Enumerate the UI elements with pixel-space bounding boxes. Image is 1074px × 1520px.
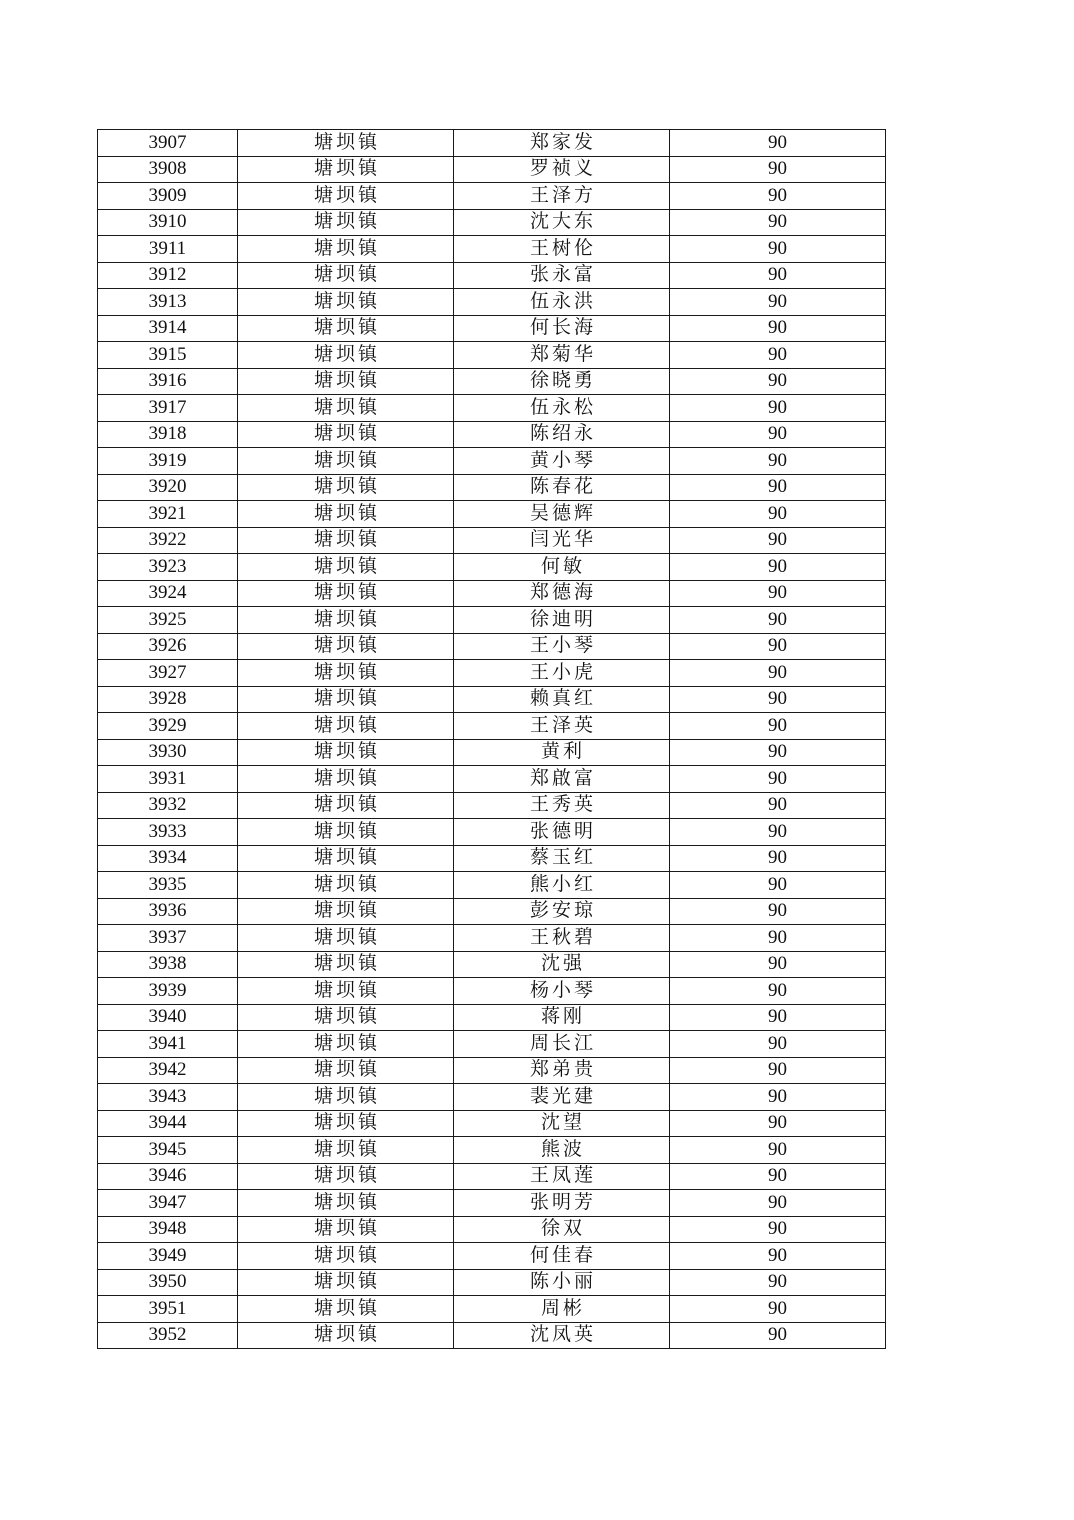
person-name-cell: 张德明 (454, 819, 670, 846)
person-name-cell: 陈春花 (454, 474, 670, 501)
row-number-cell: 3945 (98, 1137, 238, 1164)
amount-cell: 90 (670, 1190, 886, 1217)
town-cell: 塘坝镇 (238, 1269, 454, 1296)
town-cell: 塘坝镇 (238, 501, 454, 528)
town-cell: 塘坝镇 (238, 342, 454, 369)
amount-cell: 90 (670, 1163, 886, 1190)
row-number-cell: 3920 (98, 474, 238, 501)
table-row (98, 607, 886, 634)
table-row (98, 1190, 886, 1217)
table-row (98, 819, 886, 846)
person-name-cell: 裴光建 (454, 1084, 670, 1111)
row-number-cell: 3918 (98, 421, 238, 448)
row-number-cell: 3910 (98, 209, 238, 236)
table-row (98, 421, 886, 448)
amount-cell: 90 (670, 951, 886, 978)
town-cell: 塘坝镇 (238, 368, 454, 395)
town-cell: 塘坝镇 (238, 819, 454, 846)
amount-cell: 90 (670, 554, 886, 581)
row-number-cell: 3922 (98, 527, 238, 554)
row-number-cell: 3948 (98, 1216, 238, 1243)
town-cell: 塘坝镇 (238, 183, 454, 210)
amount-cell: 90 (670, 1057, 886, 1084)
row-number-cell: 3933 (98, 819, 238, 846)
town-cell: 塘坝镇 (238, 1190, 454, 1217)
person-name-cell: 赖真红 (454, 686, 670, 713)
town-cell: 塘坝镇 (238, 395, 454, 422)
table-row (98, 448, 886, 475)
person-name-cell: 王树伦 (454, 236, 670, 263)
amount-cell: 90 (670, 315, 886, 342)
table-row (98, 951, 886, 978)
row-number-cell: 3911 (98, 236, 238, 263)
row-number-cell: 3930 (98, 739, 238, 766)
amount-cell: 90 (670, 1216, 886, 1243)
table-row (98, 1057, 886, 1084)
table-row (98, 1269, 886, 1296)
amount-cell: 90 (670, 1243, 886, 1270)
amount-cell: 90 (670, 660, 886, 687)
amount-cell: 90 (670, 156, 886, 183)
town-cell: 塘坝镇 (238, 766, 454, 793)
amount-cell: 90 (670, 1110, 886, 1137)
town-cell: 塘坝镇 (238, 1084, 454, 1111)
town-cell: 塘坝镇 (238, 1057, 454, 1084)
row-number-cell: 3939 (98, 978, 238, 1005)
table-row (98, 739, 886, 766)
town-cell: 塘坝镇 (238, 872, 454, 899)
person-name-cell: 陈绍永 (454, 421, 670, 448)
row-number-cell: 3924 (98, 580, 238, 607)
table-row (98, 156, 886, 183)
town-cell: 塘坝镇 (238, 315, 454, 342)
town-cell: 塘坝镇 (238, 1296, 454, 1323)
person-name-cell: 王小琴 (454, 633, 670, 660)
town-cell: 塘坝镇 (238, 289, 454, 316)
person-name-cell: 伍永松 (454, 395, 670, 422)
person-name-cell: 熊波 (454, 1137, 670, 1164)
town-cell: 塘坝镇 (238, 421, 454, 448)
town-cell: 塘坝镇 (238, 236, 454, 263)
table-row (98, 395, 886, 422)
row-number-cell: 3944 (98, 1110, 238, 1137)
table-row (98, 898, 886, 925)
town-cell: 塘坝镇 (238, 660, 454, 687)
amount-cell: 90 (670, 236, 886, 263)
amount-cell: 90 (670, 766, 886, 793)
amount-cell: 90 (670, 289, 886, 316)
amount-cell: 90 (670, 501, 886, 528)
person-name-cell: 郑啟富 (454, 766, 670, 793)
town-cell: 塘坝镇 (238, 633, 454, 660)
row-number-cell: 3938 (98, 951, 238, 978)
table-row (98, 686, 886, 713)
person-name-cell: 徐双 (454, 1216, 670, 1243)
person-name-cell: 沈大东 (454, 209, 670, 236)
row-number-cell: 3941 (98, 1031, 238, 1058)
person-name-cell: 徐晓勇 (454, 368, 670, 395)
amount-cell: 90 (670, 342, 886, 369)
amount-cell: 90 (670, 527, 886, 554)
row-number-cell: 3921 (98, 501, 238, 528)
person-name-cell: 罗祯义 (454, 156, 670, 183)
person-name-cell: 沈强 (454, 951, 670, 978)
amount-cell: 90 (670, 872, 886, 899)
row-number-cell: 3936 (98, 898, 238, 925)
amount-cell: 90 (670, 448, 886, 475)
person-name-cell: 周长江 (454, 1031, 670, 1058)
town-cell: 塘坝镇 (238, 978, 454, 1005)
amount-cell: 90 (670, 395, 886, 422)
person-name-cell: 王泽方 (454, 183, 670, 210)
table-row (98, 262, 886, 289)
town-cell: 塘坝镇 (238, 1004, 454, 1031)
table-row (98, 342, 886, 369)
amount-cell: 90 (670, 1137, 886, 1164)
table-row (98, 1216, 886, 1243)
town-cell: 塘坝镇 (238, 580, 454, 607)
person-name-cell: 闫光华 (454, 527, 670, 554)
table-row (98, 1163, 886, 1190)
town-cell: 塘坝镇 (238, 607, 454, 634)
town-cell: 塘坝镇 (238, 686, 454, 713)
table-body (98, 130, 886, 1349)
table-row (98, 474, 886, 501)
table-row (98, 1296, 886, 1323)
table-row (98, 236, 886, 263)
person-name-cell: 蒋刚 (454, 1004, 670, 1031)
town-cell: 塘坝镇 (238, 898, 454, 925)
table-row (98, 527, 886, 554)
town-cell: 塘坝镇 (238, 1243, 454, 1270)
person-name-cell: 何长海 (454, 315, 670, 342)
person-name-cell: 杨小琴 (454, 978, 670, 1005)
amount-cell: 90 (670, 819, 886, 846)
row-number-cell: 3923 (98, 554, 238, 581)
table-row (98, 1004, 886, 1031)
town-cell: 塘坝镇 (238, 713, 454, 740)
table-row (98, 1322, 886, 1349)
table-row (98, 1243, 886, 1270)
person-name-cell: 蔡玉红 (454, 845, 670, 872)
amount-cell: 90 (670, 1269, 886, 1296)
person-name-cell: 郑弟贵 (454, 1057, 670, 1084)
amount-cell: 90 (670, 474, 886, 501)
table-row (98, 130, 886, 157)
table-row (98, 1137, 886, 1164)
person-name-cell: 王秋碧 (454, 925, 670, 952)
row-number-cell: 3907 (98, 130, 238, 157)
town-cell: 塘坝镇 (238, 792, 454, 819)
table-row (98, 925, 886, 952)
row-number-cell: 3926 (98, 633, 238, 660)
amount-cell: 90 (670, 1084, 886, 1111)
row-number-cell: 3934 (98, 845, 238, 872)
person-name-cell: 张明芳 (454, 1190, 670, 1217)
row-number-cell: 3935 (98, 872, 238, 899)
town-cell: 塘坝镇 (238, 951, 454, 978)
row-number-cell: 3916 (98, 368, 238, 395)
person-name-cell: 张永富 (454, 262, 670, 289)
table-row (98, 580, 886, 607)
table-row (98, 660, 886, 687)
amount-cell: 90 (670, 898, 886, 925)
table-row (98, 289, 886, 316)
town-cell: 塘坝镇 (238, 474, 454, 501)
table-row (98, 792, 886, 819)
person-name-cell: 陈小丽 (454, 1269, 670, 1296)
amount-cell: 90 (670, 1322, 886, 1349)
town-cell: 塘坝镇 (238, 1322, 454, 1349)
row-number-cell: 3942 (98, 1057, 238, 1084)
amount-cell: 90 (670, 421, 886, 448)
row-number-cell: 3931 (98, 766, 238, 793)
person-name-cell: 熊小红 (454, 872, 670, 899)
table-row (98, 368, 886, 395)
person-name-cell: 黄小琴 (454, 448, 670, 475)
town-cell: 塘坝镇 (238, 554, 454, 581)
amount-cell: 90 (670, 686, 886, 713)
person-name-cell: 黄利 (454, 739, 670, 766)
table-row (98, 766, 886, 793)
row-number-cell: 3919 (98, 448, 238, 475)
row-number-cell: 3915 (98, 342, 238, 369)
amount-cell: 90 (670, 209, 886, 236)
row-number-cell: 3909 (98, 183, 238, 210)
row-number-cell: 3952 (98, 1322, 238, 1349)
amount-cell: 90 (670, 713, 886, 740)
amount-cell: 90 (670, 633, 886, 660)
person-name-cell: 王小虎 (454, 660, 670, 687)
person-name-cell: 王秀英 (454, 792, 670, 819)
person-name-cell: 沈凤英 (454, 1322, 670, 1349)
town-cell: 塘坝镇 (238, 845, 454, 872)
row-number-cell: 3949 (98, 1243, 238, 1270)
town-cell: 塘坝镇 (238, 156, 454, 183)
amount-cell: 90 (670, 130, 886, 157)
town-cell: 塘坝镇 (238, 209, 454, 236)
row-number-cell: 3932 (98, 792, 238, 819)
person-name-cell: 周彬 (454, 1296, 670, 1323)
table-row (98, 183, 886, 210)
town-cell: 塘坝镇 (238, 527, 454, 554)
town-cell: 塘坝镇 (238, 1137, 454, 1164)
data-table (97, 129, 886, 1349)
amount-cell: 90 (670, 262, 886, 289)
table-row (98, 1110, 886, 1137)
row-number-cell: 3940 (98, 1004, 238, 1031)
person-name-cell: 郑家发 (454, 130, 670, 157)
person-name-cell: 王凤莲 (454, 1163, 670, 1190)
row-number-cell: 3927 (98, 660, 238, 687)
town-cell: 塘坝镇 (238, 739, 454, 766)
town-cell: 塘坝镇 (238, 925, 454, 952)
town-cell: 塘坝镇 (238, 1110, 454, 1137)
town-cell: 塘坝镇 (238, 1031, 454, 1058)
person-name-cell: 徐迪明 (454, 607, 670, 634)
town-cell: 塘坝镇 (238, 130, 454, 157)
person-name-cell: 郑菊华 (454, 342, 670, 369)
row-number-cell: 3946 (98, 1163, 238, 1190)
table-row (98, 872, 886, 899)
town-cell: 塘坝镇 (238, 1163, 454, 1190)
row-number-cell: 3908 (98, 156, 238, 183)
table-row (98, 1084, 886, 1111)
row-number-cell: 3947 (98, 1190, 238, 1217)
amount-cell: 90 (670, 183, 886, 210)
amount-cell: 90 (670, 368, 886, 395)
table-row (98, 713, 886, 740)
row-number-cell: 3950 (98, 1269, 238, 1296)
row-number-cell: 3917 (98, 395, 238, 422)
row-number-cell: 3925 (98, 607, 238, 634)
table-row (98, 501, 886, 528)
person-name-cell: 何佳春 (454, 1243, 670, 1270)
amount-cell: 90 (670, 978, 886, 1005)
amount-cell: 90 (670, 925, 886, 952)
row-number-cell: 3951 (98, 1296, 238, 1323)
table-row (98, 315, 886, 342)
person-name-cell: 吴德辉 (454, 501, 670, 528)
amount-cell: 90 (670, 739, 886, 766)
person-name-cell: 伍永洪 (454, 289, 670, 316)
row-number-cell: 3929 (98, 713, 238, 740)
person-name-cell: 沈望 (454, 1110, 670, 1137)
table-row (98, 554, 886, 581)
table-row (98, 1031, 886, 1058)
row-number-cell: 3914 (98, 315, 238, 342)
amount-cell: 90 (670, 1004, 886, 1031)
amount-cell: 90 (670, 792, 886, 819)
town-cell: 塘坝镇 (238, 262, 454, 289)
person-name-cell: 郑德海 (454, 580, 670, 607)
person-name-cell: 何敏 (454, 554, 670, 581)
row-number-cell: 3913 (98, 289, 238, 316)
amount-cell: 90 (670, 607, 886, 634)
person-name-cell: 王泽英 (454, 713, 670, 740)
table-row (98, 209, 886, 236)
amount-cell: 90 (670, 1031, 886, 1058)
table-row (98, 845, 886, 872)
row-number-cell: 3928 (98, 686, 238, 713)
town-cell: 塘坝镇 (238, 1216, 454, 1243)
town-cell: 塘坝镇 (238, 448, 454, 475)
table-row (98, 633, 886, 660)
row-number-cell: 3937 (98, 925, 238, 952)
amount-cell: 90 (670, 845, 886, 872)
amount-cell: 90 (670, 1296, 886, 1323)
row-number-cell: 3943 (98, 1084, 238, 1111)
amount-cell: 90 (670, 580, 886, 607)
person-name-cell: 彭安琼 (454, 898, 670, 925)
row-number-cell: 3912 (98, 262, 238, 289)
table-row (98, 978, 886, 1005)
